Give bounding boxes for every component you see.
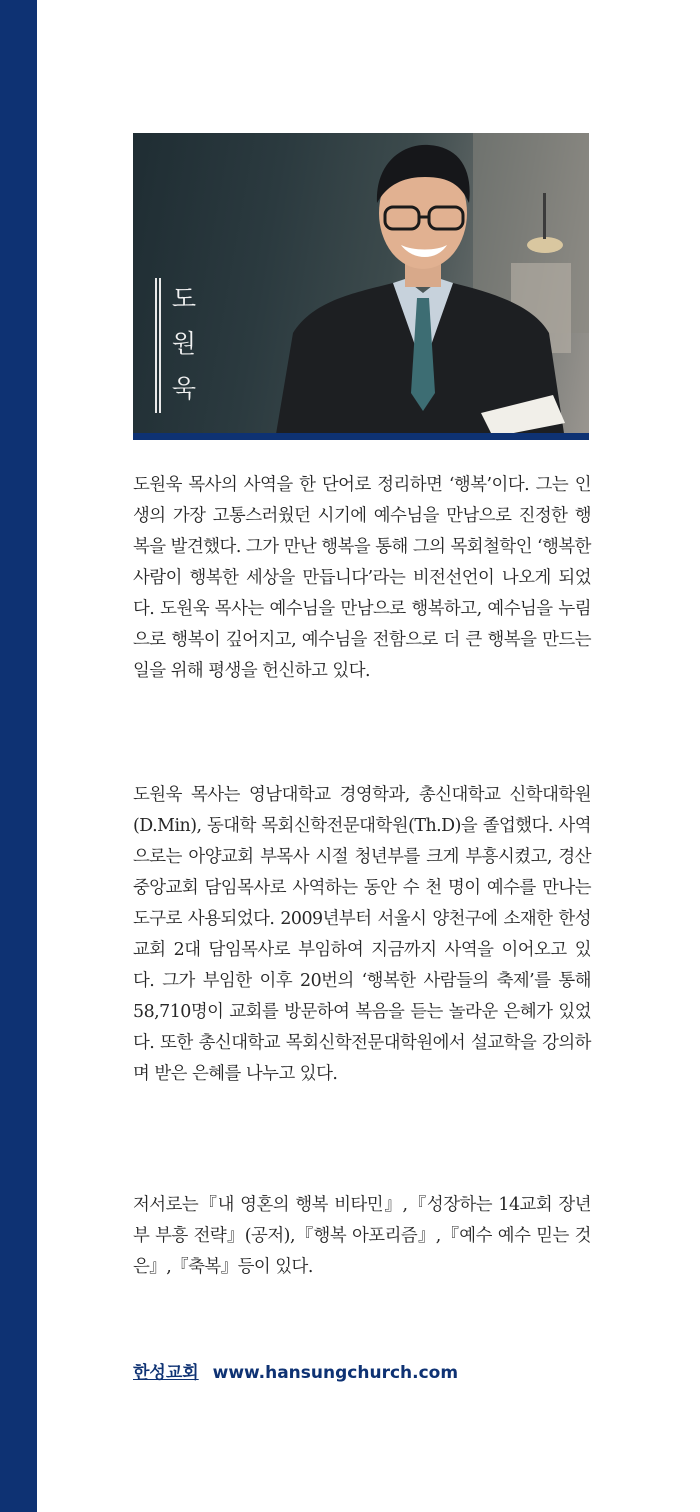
church-name: 한성교회 xyxy=(133,1363,199,1383)
name-double-rule xyxy=(155,278,161,413)
author-portrait-illustration xyxy=(253,133,589,440)
photo-bottom-bar xyxy=(133,433,589,440)
footer xyxy=(133,1360,458,1386)
spine-band xyxy=(0,0,37,1512)
author-photo xyxy=(133,133,589,440)
bio-paragraph-books: 저서로는『내 영혼의 행복 비타민』,『성장하는 14교회 장년부 부흥 전략』(공저),『행복 아포리즘』,『예수 예수 믿는 것은』,『축복』등이 있다. xyxy=(133,1195,591,1277)
bio-paragraph-career: 도원욱 목사는 영남대학교 경영학과, 총신대학교 신학대학원(D.Min), 동대학 목회신학전문대학원(Th.D)을 졸업했다. 사역으로는 아양교회 부목사 시절 청년부를 크게 부흥시켰고, 경산중앙교회 담임목사로 사역하는 동안 수 천 명이 예수를 만나는 도구로 사용되었다. 2009년부터 서울시 양천구에 소재한 한성교회 2대 담임목사로 부임하여 지금까지 사역을 이어오고 있다. 그가 부임한 이후 20번의 ‘행복한 사람들의 축제’를 통해 58,710명이 교회를 방문하여 복음을 듣는 놀라운 은혜가 있었다. 또한 총신대학교 목회신학전문대학원에서 설교학을 강의하며 받은 은혜를 나누고 있다. xyxy=(133,785,591,1084)
author-name-vertical: 도원욱 xyxy=(171,284,197,403)
church-website-link[interactable]: www.hansungchurch.com xyxy=(212,1363,459,1383)
bio-paragraph-ministry: 도원욱 목사의 사역을 한 단어로 정리하면 ‘행복’이다. 그는 인생의 가장 고통스러웠던 시기에 예수님을 만남으로 진정한 행복을 발견했다. 그가 만난 행복을 통해 그의 목회철학인 ‘행복한 사람이 행복한 세상을 만듭니다’라는 비전선언이 나오게 되었다. 도원욱 목사는 예수님을 만남으로 행복하고, 예수님을 누림으로 행복이 깊어지고, 예수님을 전함으로 더 큰 행복을 만드는 일을 위해 평생을 헌신하고 있다. xyxy=(133,475,591,681)
